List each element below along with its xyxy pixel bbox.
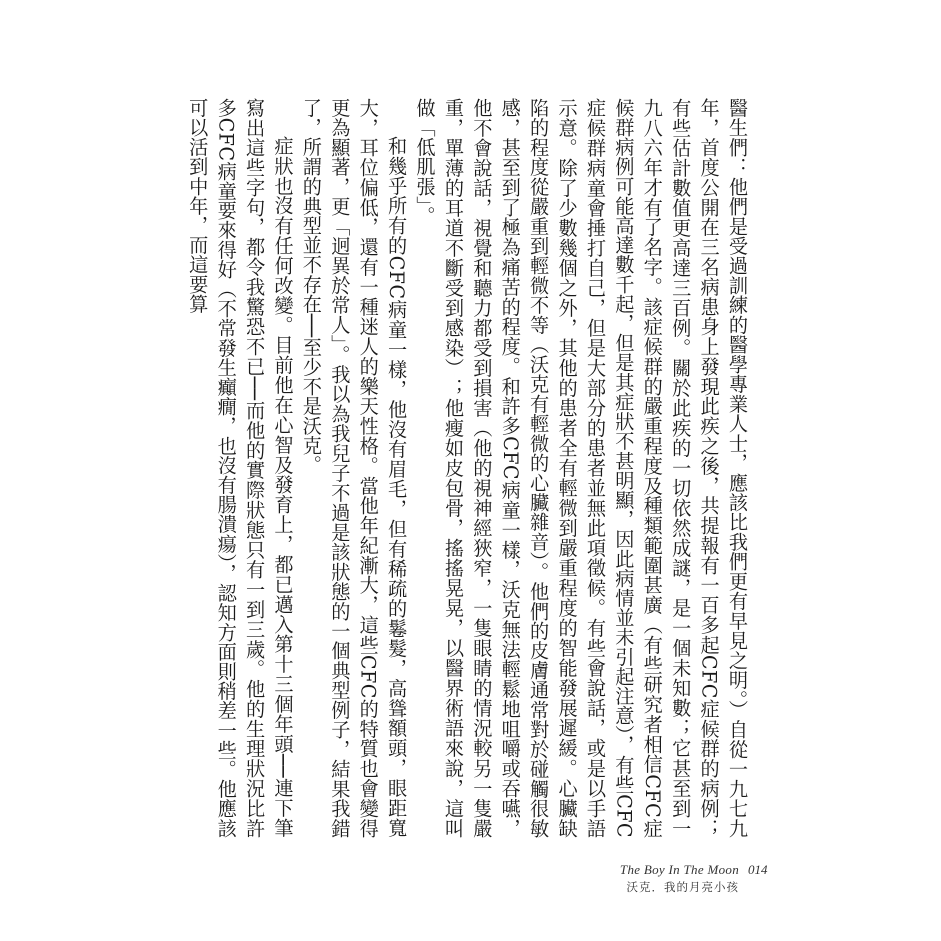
running-head (620, 862, 739, 895)
paragraph: 和幾乎所有的CFC病童一樣，他沒有眉毛，但有稀疏的鬈髮，高聳額頭，眼距寬大，耳位偏低，還有一種迷人的樂天性格。當他年紀漸大，這些CFC的特質也會變得更為顯著，更「迥異於常人」。我以為我兒子不過是該狀態的一個典型例子，結果我錯了，所謂的典型並不存在──至少不是沃克。 (299, 98, 409, 838)
book-title-chinese: 沃克．我的月亮小孩 (626, 880, 739, 895)
book-title-english: The Boy In The Moon (619, 862, 739, 877)
paragraph: 醫生們：他們是受過訓練的醫學專業人士，應該比我們更有早見之明。）自從一九七九年，首度公開在三名病患身上發現此疾之後，共提報有一百多起CFC症候群的病例；有些估計數值更高達三百例。關於此疾的一切依然成謎，是一個未知數；它甚至到一九八六年才有了名字。該症候群的嚴重程度及種類範圍甚廣（有些研究者相信CFC症候群病例可能高達數千起，但是其症狀不甚明顯，因此病情並未引起注意），有些CFC症候群病童會捶打自己，但是大部分的患者並無此項徵候。有些會說話，或是以手語示意。除了少數幾個之外，其他的患者全有輕微到嚴重程度的智能發展遲緩。心臟缺陷的程度從嚴重到輕微不等（沃克有輕微的心臟雜音）。他們的皮膚通常對於碰觸很敏感，甚至到了極為痛苦的程度。和許多CFC病童一樣，沃克無法輕鬆地咀嚼或吞嚥，他不會說話，視覺和聽力都受到損害（他的視神經狹窄，一隻眼睛的情況較另一隻嚴重，單薄的耳道不斷受到感染）；他瘦如皮包骨，搖搖晃晃，以醫界術語來說，這叫做「低肌張」。 (413, 98, 749, 838)
paragraph: 症狀也沒有任何改變。目前他在心智及發育上，都已邁入第十三個年頭──連下筆寫出這些字句，都令我驚恐不已──而他的實際狀態只有一到三歲。他的生理狀況比許多CFC病童要來得好（不常發生癲癇，也沒有腸潰瘍），認知方面則稍差一些。他應該可以活到中年，而這要算 (186, 98, 295, 838)
body-text (183, 98, 751, 838)
page-number: 014 (748, 862, 768, 877)
